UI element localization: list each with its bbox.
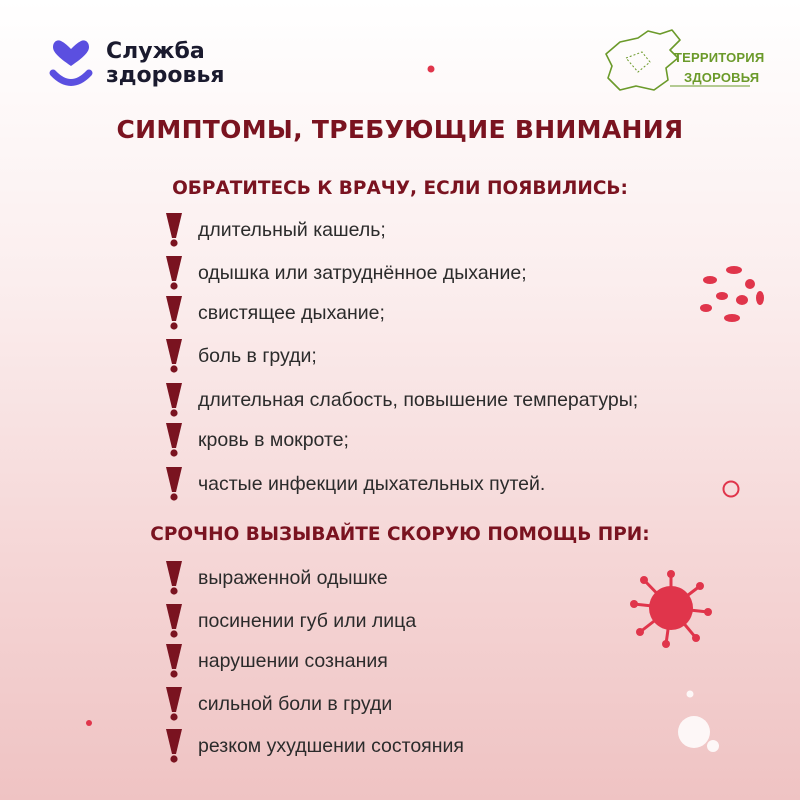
- list-item: [162, 601, 416, 641]
- list-item-text: выраженной одышке: [198, 566, 388, 589]
- list-item-text: длительная слабость, повышение температуры;: [198, 388, 639, 411]
- cell-cluster-decoration: [692, 262, 768, 328]
- list-item: [162, 253, 527, 293]
- heart-smile-icon: [48, 40, 94, 88]
- exclamation-icon: [162, 466, 186, 502]
- list-item-text: боль в груди;: [198, 344, 317, 367]
- exclamation-icon: [162, 255, 186, 291]
- list-item-text: нарушении сознания: [198, 649, 388, 672]
- logo-left-line1: Служба: [106, 39, 205, 64]
- logo-right-line2: ЗДОРОВЬЯ: [684, 70, 760, 85]
- section1-heading: ОБРАТИТЕСЬ К ВРАЧУ, ЕСЛИ ПОЯВИЛИСЬ:: [172, 178, 628, 199]
- exclamation-icon: [162, 603, 186, 639]
- logo-right-line1: ТЕРРИТОРИЯ: [674, 50, 765, 65]
- list-item: [162, 293, 385, 333]
- list-item-text: кровь в мокроте;: [198, 428, 349, 451]
- logo-left-line2: здоровья: [106, 63, 225, 88]
- list-item-text: длительный кашель;: [198, 218, 386, 241]
- small-dot-decoration: [426, 64, 436, 74]
- list-item: [162, 380, 638, 420]
- logo-territoriya-zdorovya: [598, 28, 765, 94]
- exclamation-icon: [162, 686, 186, 722]
- list-item-text: частые инфекции дыхательных путей.: [198, 472, 546, 495]
- exclamation-icon: [162, 295, 186, 331]
- list-item: [162, 684, 392, 724]
- list-item-text: резком ухудшении состояния: [198, 734, 464, 757]
- exclamation-icon: [162, 728, 186, 764]
- exclamation-icon: [162, 560, 186, 596]
- small-dot-decoration: [84, 718, 94, 728]
- list-item-text: сильной боли в груди: [198, 692, 393, 715]
- logo-sluzhba-zdorovya: [48, 40, 225, 88]
- list-item: [162, 641, 388, 681]
- exclamation-icon: [162, 643, 186, 679]
- ring-decoration: [720, 478, 742, 500]
- list-item-text: одышка или затруднённое дыхание;: [198, 261, 527, 284]
- bubbles-decoration: [670, 686, 730, 756]
- exclamation-icon: [162, 212, 186, 248]
- page-title: СИМПТОМЫ, ТРЕБУЮЩИЕ ВНИМАНИЯ: [116, 115, 684, 144]
- logo-right-text: [674, 48, 764, 88]
- section2-heading: СРОЧНО ВЫЗЫВАЙТЕ СКОРУЮ ПОМОЩЬ ПРИ:: [150, 524, 650, 545]
- virus-decoration: [626, 566, 716, 650]
- list-item: [162, 210, 386, 250]
- list-item-text: посинении губ или лица: [198, 609, 417, 632]
- logo-left-text: [106, 40, 225, 88]
- exclamation-icon: [162, 422, 186, 458]
- list-item: [162, 464, 545, 504]
- list-item: [162, 336, 317, 376]
- exclamation-icon: [162, 338, 186, 374]
- list-item-text: свистящее дыхание;: [198, 301, 385, 324]
- list-item: [162, 558, 388, 598]
- list-item: [162, 726, 464, 766]
- list-item: [162, 420, 349, 460]
- exclamation-icon: [162, 382, 186, 418]
